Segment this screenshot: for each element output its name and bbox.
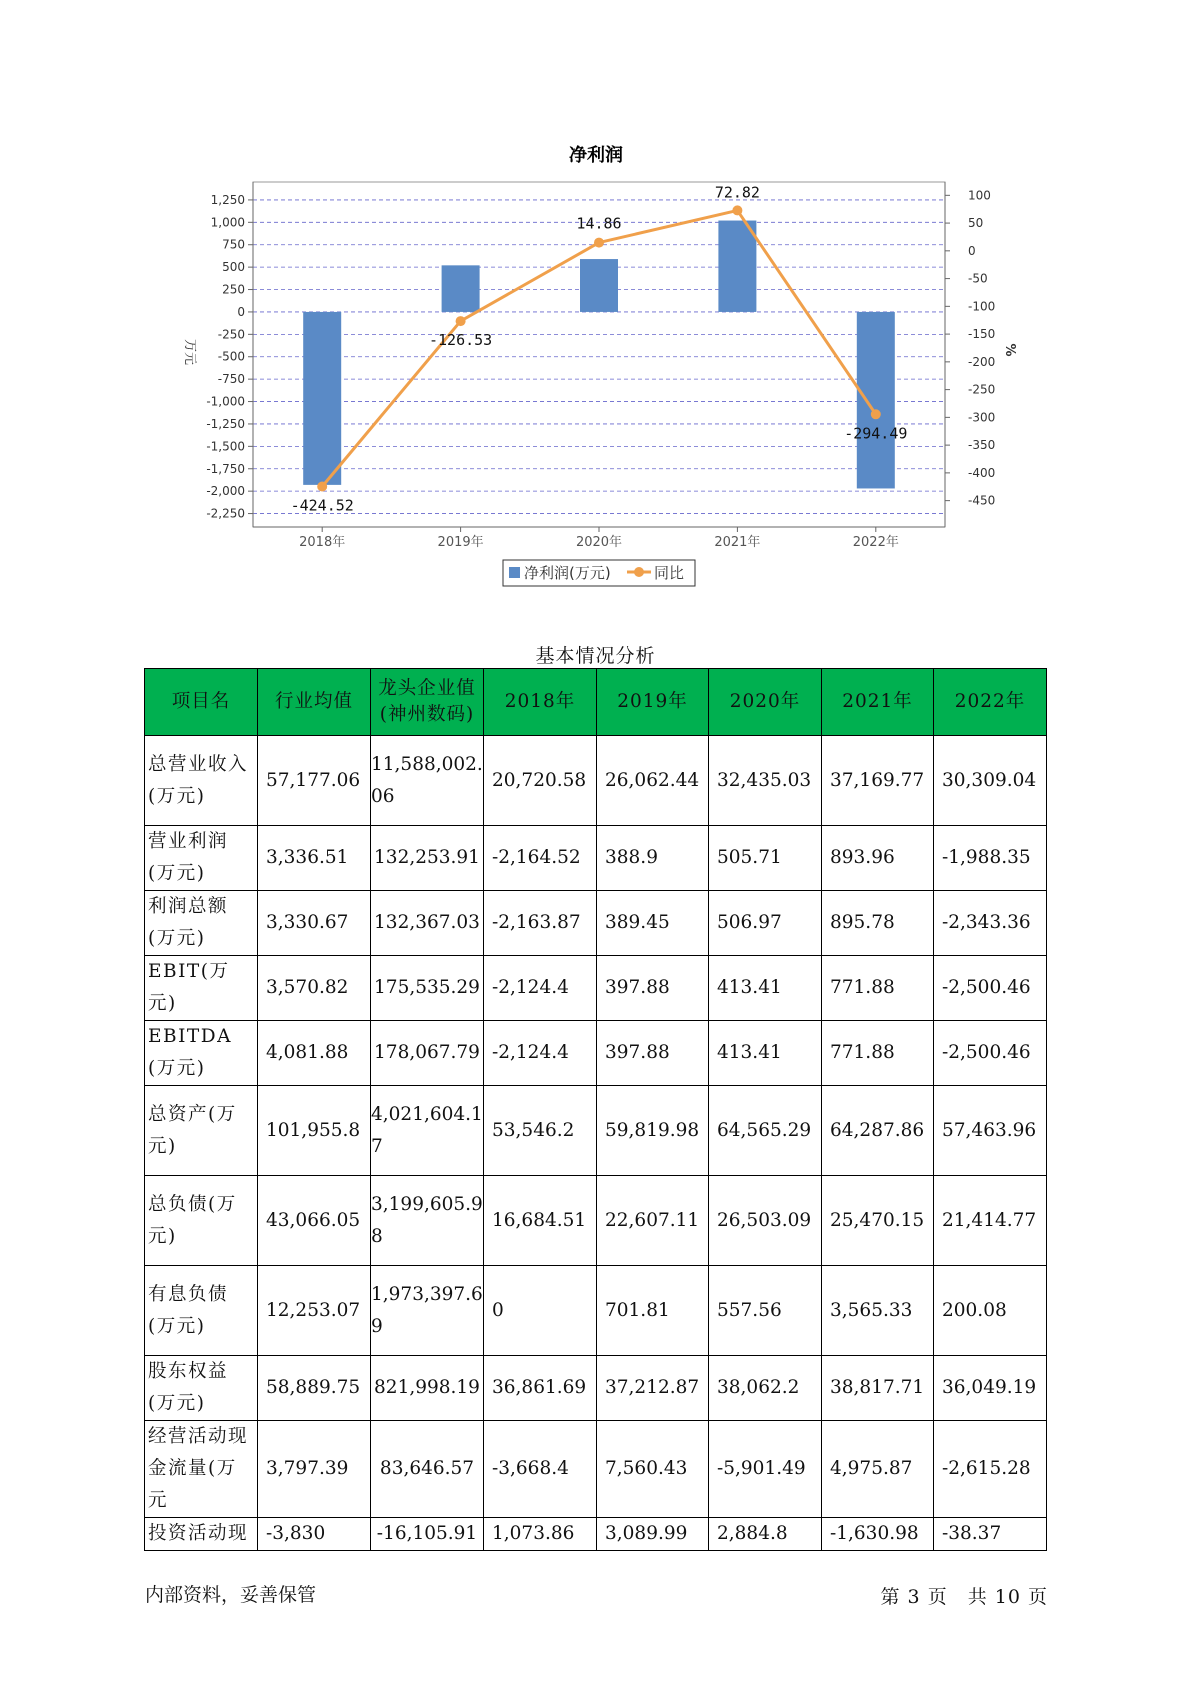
row-item-name: 总资产(万元)	[145, 1086, 258, 1176]
table-row	[145, 736, 1047, 826]
cell-value: 36,861.69	[484, 1356, 597, 1421]
cell-value: 36,049.19	[934, 1356, 1047, 1421]
cell-value: 30,309.04	[934, 736, 1047, 826]
cell-value: 25,470.15	[822, 1176, 934, 1266]
header-2022: 2022年	[934, 669, 1047, 736]
cell-value: 132,253.91	[371, 826, 484, 891]
header-industry-avg: 行业均值	[258, 669, 371, 736]
row-item-name: EBIT(万元)	[145, 956, 258, 1021]
table-row	[145, 1356, 1047, 1421]
row-item-name: 有息负债(万元)	[145, 1266, 258, 1356]
row-item-name: 投资活动现	[145, 1518, 258, 1551]
header-2021: 2021年	[822, 669, 934, 736]
y-tick-label: 0	[237, 304, 245, 319]
cell-value: 12,253.07	[258, 1266, 371, 1356]
cell-value: 101,955.8	[258, 1086, 371, 1176]
cell-value: -1,630.98	[822, 1518, 934, 1551]
cell-value: 2,884.8	[709, 1518, 822, 1551]
y-tick-label: -250	[217, 327, 245, 342]
bar	[718, 221, 756, 312]
line-point	[871, 409, 881, 419]
cell-value: -16,105.91	[371, 1518, 484, 1551]
page-current: 3	[907, 1586, 921, 1608]
bar	[857, 312, 895, 489]
cell-value: 21,414.77	[934, 1176, 1047, 1266]
page-prefix: 第	[880, 1586, 901, 1608]
y-tick-label: -1,500	[206, 439, 245, 454]
bar	[442, 265, 480, 312]
table-row	[145, 826, 1047, 891]
cell-value: 4,975.87	[822, 1421, 934, 1518]
footer-confidential: 内部资料，妥善保管	[145, 1584, 317, 1606]
legend-line-label: 同比	[654, 564, 685, 582]
table-title: 基本情况分析	[535, 645, 656, 667]
cell-value: -2,124.4	[484, 1021, 597, 1086]
legend-bar-label: 净利润(万元)	[524, 564, 611, 582]
cell-value: -2,163.87	[484, 891, 597, 956]
cell-value: 893.96	[822, 826, 934, 891]
y2-tick-label: -200	[968, 354, 996, 369]
y2-tick-label: -50	[968, 271, 988, 286]
page-suffix: 页	[1027, 1586, 1048, 1608]
data-label: -126.53	[428, 331, 493, 350]
header-item-name: 项目名	[145, 669, 258, 736]
row-item-name: 利润总额(万元)	[145, 891, 258, 956]
legend	[503, 560, 695, 586]
cell-value: -38.37	[934, 1518, 1047, 1551]
y-tick-label: 750	[222, 237, 245, 252]
cell-value: 26,062.44	[597, 736, 709, 826]
cell-value: 821,998.19	[371, 1356, 484, 1421]
cell-value: 1,973,397.69	[371, 1266, 484, 1356]
y2-tick-label: -250	[968, 382, 996, 397]
cell-value: 557.56	[709, 1266, 822, 1356]
cell-value: 413.41	[709, 956, 822, 1021]
y-tick-label: 1,000	[210, 215, 245, 230]
chart-title: 净利润	[569, 145, 623, 166]
line-point	[594, 238, 604, 248]
y2-tick-label: -100	[968, 299, 996, 314]
y-tick-label: 500	[222, 260, 245, 275]
y-tick-label: -1,750	[206, 461, 245, 476]
table-row	[145, 1518, 1047, 1551]
y-axis-label: 万元	[182, 338, 197, 366]
row-item-name: EBITDA(万元)	[145, 1021, 258, 1086]
cell-value: 771.88	[822, 956, 934, 1021]
cell-value: -3,668.4	[484, 1421, 597, 1518]
cell-value: -2,500.46	[934, 1021, 1047, 1086]
y2-tick-label: 100	[968, 188, 991, 203]
cell-value: 505.71	[709, 826, 822, 891]
cell-value: 83,646.57	[371, 1421, 484, 1518]
cell-value: 200.08	[934, 1266, 1047, 1356]
cell-value: 1,073.86	[484, 1518, 597, 1551]
table-row	[145, 1421, 1047, 1518]
cell-value: 32,435.03	[709, 736, 822, 826]
y-tick-label: -2,000	[206, 484, 245, 499]
y-axis-right	[945, 182, 995, 527]
y2-axis-label: %	[1002, 343, 1017, 357]
x-tick-label: 2020年	[575, 535, 623, 550]
cell-value: -2,615.28	[934, 1421, 1047, 1518]
cell-value: 4,021,604.17	[371, 1086, 484, 1176]
cell-value: 58,889.75	[258, 1356, 371, 1421]
cell-value: 388.9	[597, 826, 709, 891]
y2-tick-label: -350	[968, 438, 996, 453]
cell-value: 22,607.11	[597, 1176, 709, 1266]
cell-value: 701.81	[597, 1266, 709, 1356]
cell-value: 3,089.99	[597, 1518, 709, 1551]
row-item-name: 总负债(万元)	[145, 1176, 258, 1266]
cell-value: 506.97	[709, 891, 822, 956]
cell-value: 20,720.58	[484, 736, 597, 826]
data-label: -294.49	[844, 424, 908, 443]
table-row	[145, 1021, 1047, 1086]
cell-value: 397.88	[597, 1021, 709, 1086]
row-item-name: 营业利润(万元)	[145, 826, 258, 891]
cell-value: 3,570.82	[258, 956, 371, 1021]
line-point	[317, 481, 327, 491]
data-label: -424.52	[290, 496, 354, 515]
y-tick-label: -1,000	[206, 394, 245, 409]
cell-value: 59,819.98	[597, 1086, 709, 1176]
legend-line-marker	[634, 567, 644, 577]
cell-value: 178,067.79	[371, 1021, 484, 1086]
cell-value: 11,588,002.06	[371, 736, 484, 826]
y2-tick-label: 0	[968, 243, 976, 258]
table-row	[145, 1086, 1047, 1176]
cell-value: 3,336.51	[258, 826, 371, 891]
cell-value: 26,503.09	[709, 1176, 822, 1266]
y2-tick-label: -150	[968, 327, 996, 342]
cell-value: 16,684.51	[484, 1176, 597, 1266]
x-tick-label: 2018年	[299, 535, 346, 550]
y-tick-label: 250	[222, 282, 245, 297]
y2-tick-label: -450	[968, 493, 996, 508]
cell-value: 3,797.39	[258, 1421, 371, 1518]
row-item-name: 总营业收入(万元)	[145, 736, 258, 826]
line-point	[456, 316, 466, 326]
cell-value: 895.78	[822, 891, 934, 956]
plot-area	[253, 182, 945, 527]
cell-value: 4,081.88	[258, 1021, 371, 1086]
cell-value: 7,560.43	[597, 1421, 709, 1518]
header-leader-value: 龙头企业值(神州数码)	[371, 669, 484, 736]
cell-value: 3,199,605.98	[371, 1176, 484, 1266]
cell-value: 37,169.77	[822, 736, 934, 826]
y-tick-label: 1,250	[210, 192, 245, 207]
cell-value: 57,463.96	[934, 1086, 1047, 1176]
y-tick-label: -500	[217, 349, 245, 364]
y-axis-left	[206, 182, 253, 527]
table-row	[145, 891, 1047, 956]
y-tick-label: -2,250	[206, 506, 245, 521]
y2-tick-label: -300	[968, 410, 996, 425]
net-profit-chart	[0, 0, 1191, 600]
cell-value: 38,062.2	[709, 1356, 822, 1421]
cell-value: 0	[484, 1266, 597, 1356]
data-label: 14.86	[576, 214, 622, 233]
cell-value: -2,343.36	[934, 891, 1047, 956]
y2-tick-label: 50	[968, 216, 984, 231]
cell-value: 43,066.05	[258, 1176, 371, 1266]
cell-value: 3,330.67	[258, 891, 371, 956]
header-2020: 2020年	[709, 669, 822, 736]
cell-value: 53,546.2	[484, 1086, 597, 1176]
table-row	[145, 1176, 1047, 1266]
cell-value: 38,817.71	[822, 1356, 934, 1421]
line-point	[732, 205, 742, 215]
y-tick-label: -1,250	[206, 416, 245, 431]
cell-value: 64,287.86	[822, 1086, 934, 1176]
cell-value: -5,901.49	[709, 1421, 822, 1518]
cell-value: 132,367.03	[371, 891, 484, 956]
cell-value: -3,830	[258, 1518, 371, 1551]
cell-value: 175,535.29	[371, 956, 484, 1021]
cell-value: 413.41	[709, 1021, 822, 1086]
bar	[303, 312, 341, 485]
table-header-row	[145, 669, 1047, 736]
legend-bar-swatch	[509, 567, 520, 578]
cell-value: -2,500.46	[934, 956, 1047, 1021]
cell-value: -2,164.52	[484, 826, 597, 891]
cell-value: 771.88	[822, 1021, 934, 1086]
cell-value: 57,177.06	[258, 736, 371, 826]
bar	[580, 259, 618, 312]
page-total: 10	[994, 1586, 1021, 1608]
table-row	[145, 1266, 1047, 1356]
x-axis	[253, 527, 945, 550]
page-mid: 页 共	[927, 1586, 988, 1608]
cell-value: 64,565.29	[709, 1086, 822, 1176]
y-tick-label: -750	[217, 372, 245, 387]
data-label: 72.82	[714, 183, 760, 202]
cell-value: -1,988.35	[934, 826, 1047, 891]
cell-value: 397.88	[597, 956, 709, 1021]
cell-value: 389.45	[597, 891, 709, 956]
header-2019: 2019年	[597, 669, 709, 736]
y2-tick-label: -400	[968, 465, 996, 480]
x-tick-label: 2021年	[714, 535, 761, 550]
x-tick-label: 2022年	[852, 535, 899, 550]
x-tick-label: 2019年	[437, 535, 484, 550]
footer-page-number	[880, 1582, 1048, 1609]
table-row	[145, 956, 1047, 1021]
cell-value: -2,124.4	[484, 956, 597, 1021]
row-item-name: 经营活动现金流量(万元	[145, 1421, 258, 1518]
cell-value: 37,212.87	[597, 1356, 709, 1421]
row-item-name: 股东权益(万元)	[145, 1356, 258, 1421]
cell-value: 3,565.33	[822, 1266, 934, 1356]
header-2018: 2018年	[484, 669, 597, 736]
basic-analysis-table	[144, 668, 1047, 1551]
